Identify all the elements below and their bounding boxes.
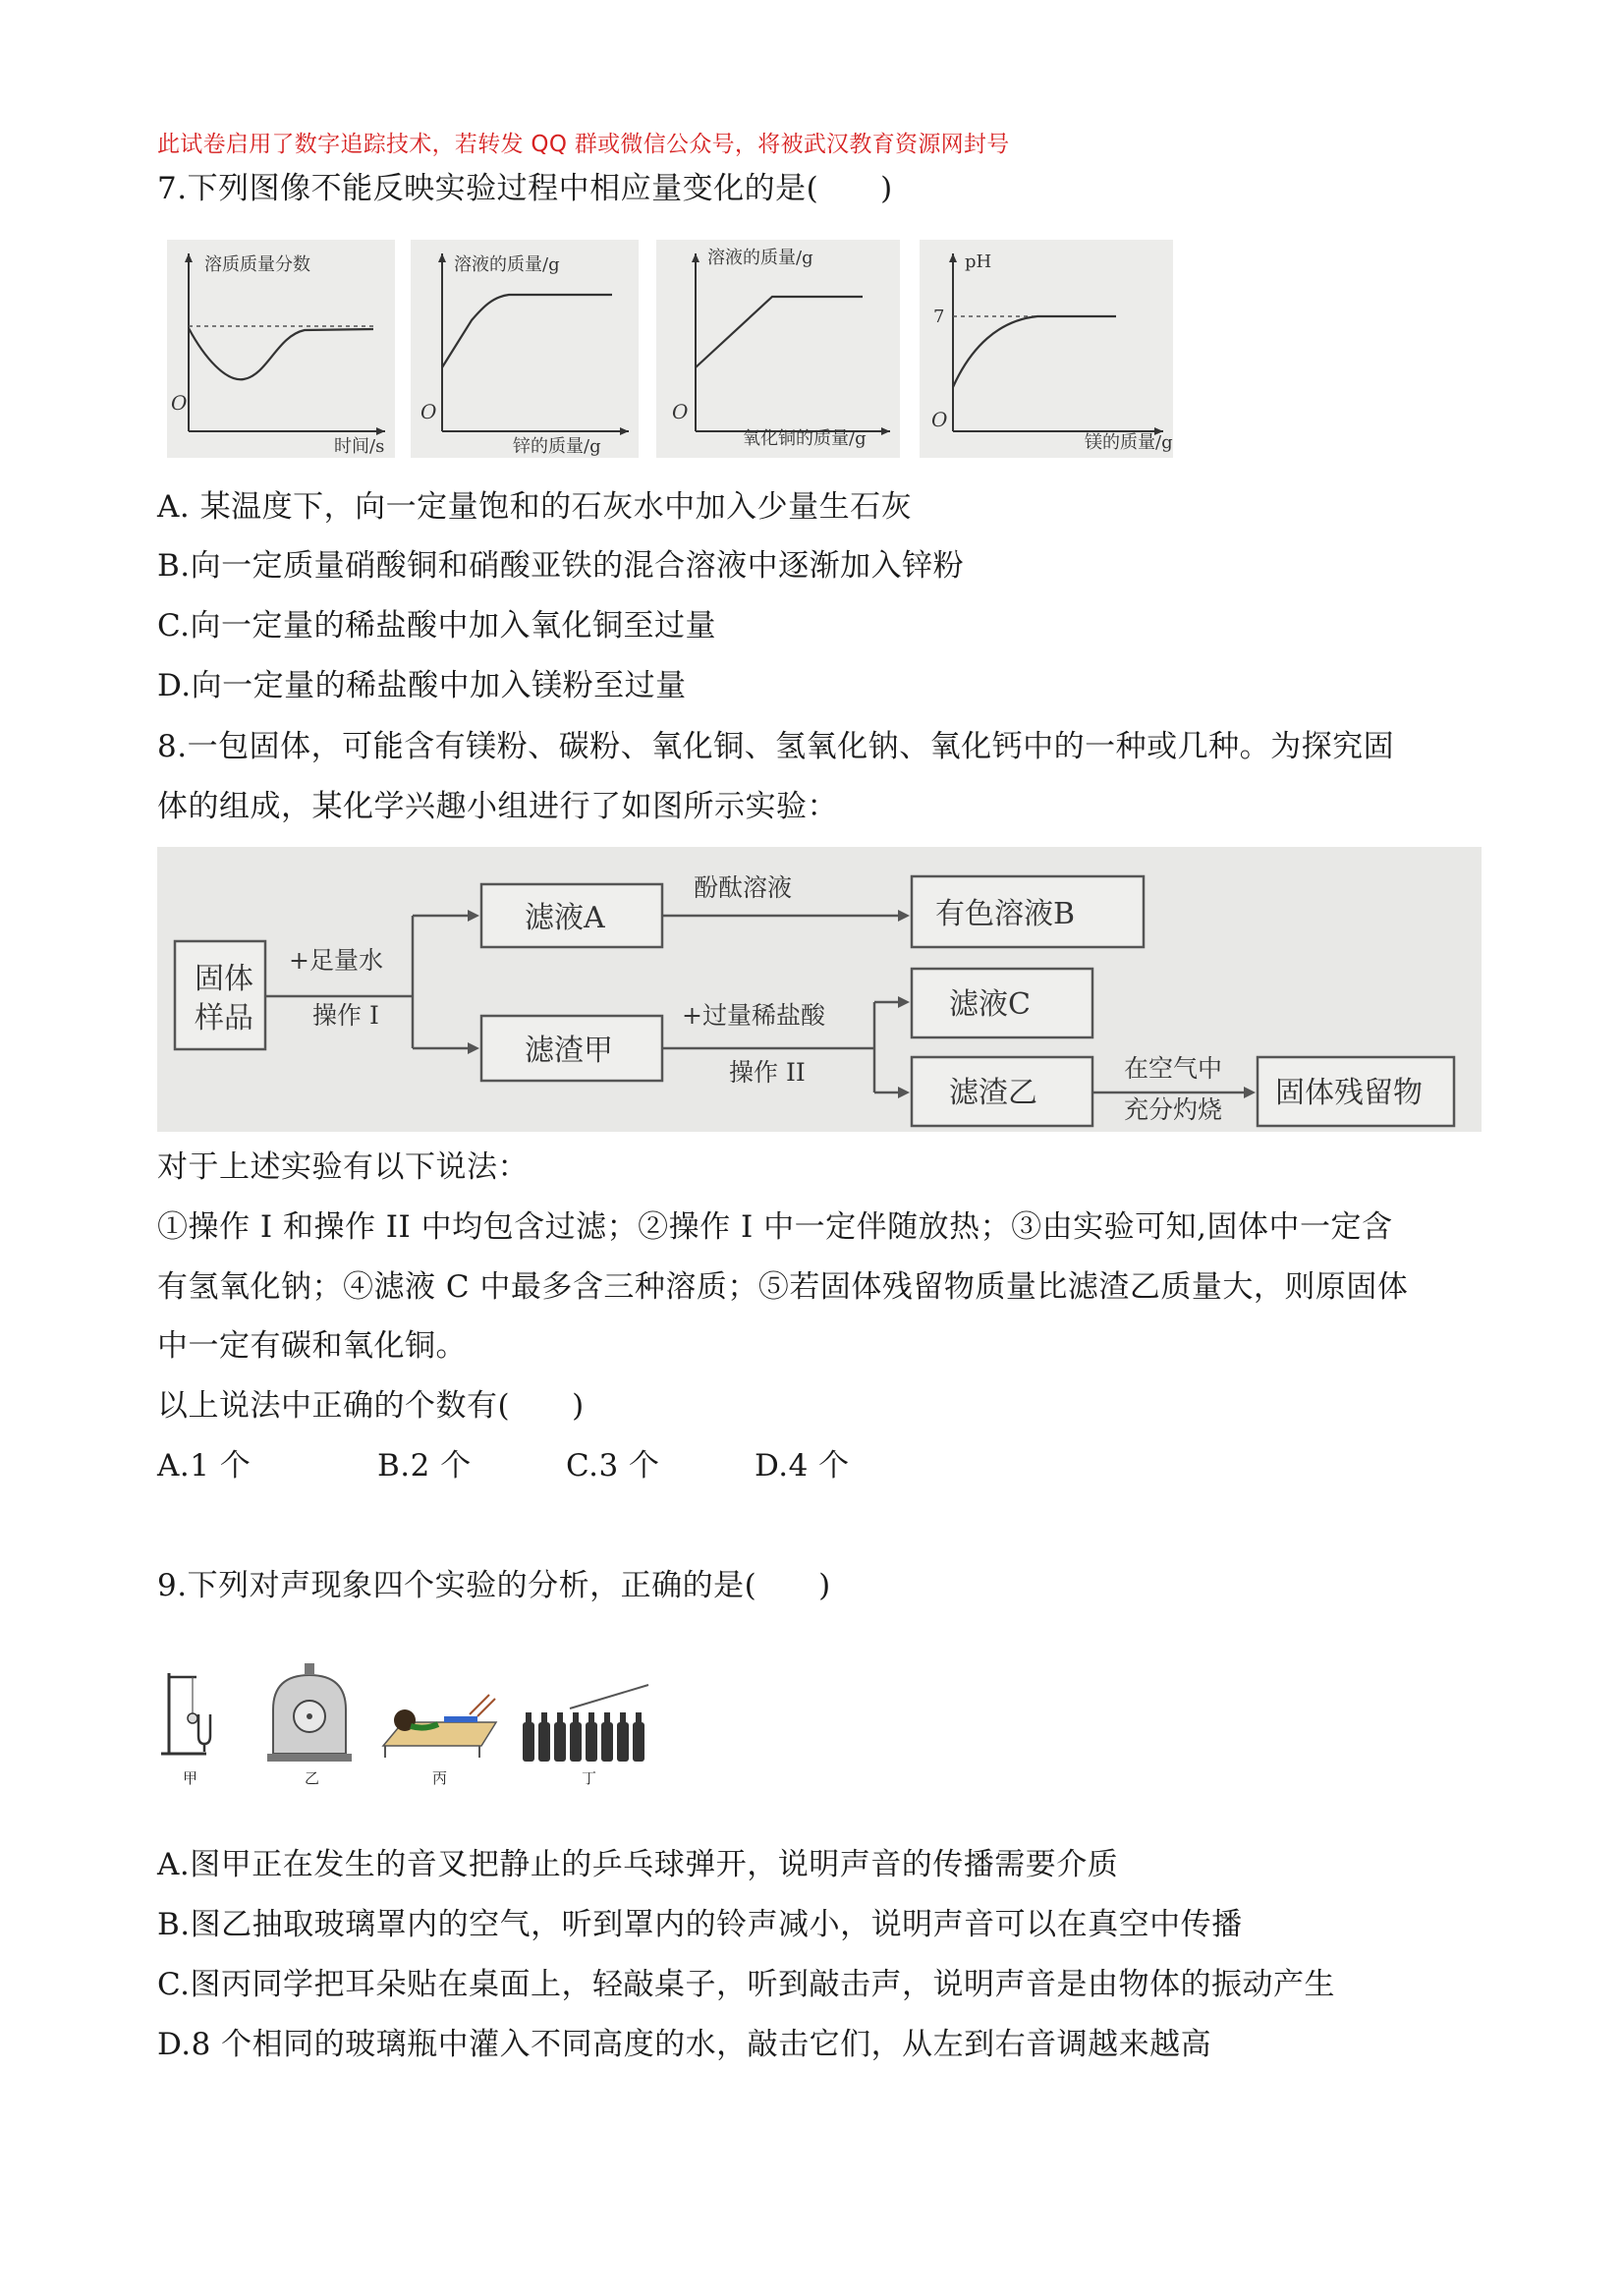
figure-ding-bottles [523,1685,648,1762]
flow-colored-b: 有色溶液B [935,897,1076,931]
flow-residue-jia: 滤渣甲 [525,1034,613,1068]
q8-option-b: B.2 个 [377,1448,472,1484]
flow-step1-bottom: 操作 I [312,1001,379,1030]
q7-graph-2-ylabel: 溶液的质量/g [454,254,560,275]
figure-label-ding: 丁 [582,1769,597,1787]
q7-option-b: B.向一定质量硝酸铜和硝酸亚铁的混合溶液中逐渐加入锌粉 [157,548,965,584]
q7-graph-1 [167,240,395,458]
q7-graph-4-ylabel: pH [965,252,992,272]
q7-graph-4-origin: O [931,408,948,431]
flow-solid-residue: 固体残留物 [1275,1076,1423,1110]
q8-stem-line2: 体的组成，某化学兴趣小组进行了如图所示实验： [157,789,838,824]
q7-graph-2-xlabel: 锌的质量/g [513,436,601,457]
tracking-notice: 此试卷启用了数字追踪技术，若转发 QQ 群或微信公众号，将被武汉教育资源网封号 [157,132,1010,157]
q7-graph-4-xlabel: 镁的质量/g [1085,432,1173,453]
figure-yi-bell-jar [267,1663,352,1762]
q9-option-d: D.8 个相同的玻璃瓶中灌入不同高度的水，敲击它们，从左到右音调越来越高 [157,2027,1212,2062]
q7-graph-3 [656,240,900,458]
q8-flowchart [157,847,1482,1132]
flow-step1-top: +足量水 [289,946,383,975]
flow-step2-bottom: 操作 II [729,1058,806,1087]
q8-option-d: D.4 个 [755,1448,850,1484]
q7-graph-3-origin: O [672,400,689,423]
flow-residue-yi: 滤渣乙 [949,1076,1037,1110]
figure-bing-desk [383,1695,496,1758]
q8-option-c: C.3 个 [566,1448,660,1484]
q7-option-c: C.向一定量的稀盐酸中加入氧化铜至过量 [157,608,716,644]
q8-option-a: A.1 个 [157,1448,252,1484]
q9-option-c: C.图丙同学把耳朵贴在桌面上，轻敲桌子，听到敲击声，说明声音是由物体的振动产生 [157,1967,1335,2002]
q7-graph-3-xlabel: 氧化铜的质量/g [743,428,867,449]
flow-filtrate-a: 滤液A [525,901,605,935]
q8-statements-line2: 有氢氧化钠；④滤液 C 中最多含三种溶质；⑤若固体残留物质量比滤渣乙质量大，则原固体 [157,1269,1409,1305]
flow-step2-top: +过量稀盐酸 [682,1001,825,1030]
q7-stem: 7.下列图像不能反映实验过程中相应量变化的是( ) [157,171,893,206]
q7-graph-2 [411,240,639,458]
q7-graph-3-ylabel: 溶液的质量/g [707,248,813,268]
q7-graph-1-xlabel: 时间/s [334,436,385,457]
flow-burn-bottom: 充分灼烧 [1124,1095,1223,1124]
q7-option-d: D.向一定量的稀盐酸中加入镁粉至过量 [157,668,687,703]
q7-graph-2-origin: O [420,400,437,423]
flow-filtrate-c: 滤液C [949,987,1031,1022]
flow-arrow-a-label: 酚酞溶液 [694,873,793,902]
figure-jia-tuning-fork [161,1673,210,1754]
figure-label-yi: 乙 [305,1769,320,1787]
q8-statements-intro: 对于上述实验有以下说法： [157,1149,529,1185]
q8-statements-line1: ①操作 I 和操作 II 中均包含过滤；②操作 I 中一定伴随放热；③由实验可知,固体中一定含 [157,1209,1393,1245]
q7-option-a: A. 某温度下，向一定量饱和的石灰水中加入少量生石灰 [157,489,913,525]
flow-burn-top: 在空气中 [1124,1054,1223,1083]
q8-statements-line3: 中一定有碳和氧化铜。 [157,1328,467,1364]
q7-graph-1-origin: O [171,391,188,415]
q8-question: 以上说法中正确的个数有( ) [157,1388,585,1424]
q9-option-a: A.图甲正在发生的音叉把静止的乒乓球弹开，说明声音的传播需要介质 [157,1847,1119,1882]
q7-graph-4-mark-7: 7 [933,307,945,327]
q7-graph-4 [920,240,1173,458]
flow-sample-line2: 样品 [195,1001,253,1036]
flow-sample-line1: 固体 [195,962,253,996]
q7-graph-1-ylabel: 溶质质量分数 [204,254,310,275]
figure-label-jia: 甲 [183,1769,198,1787]
q9-stem: 9.下列对声现象四个实验的分析，正确的是( ) [157,1568,831,1603]
q9-option-b: B.图乙抽取玻璃罩内的空气，听到罩内的铃声减小，说明声音可以在真空中传播 [157,1907,1243,1942]
q9-figures [157,1655,668,1798]
q8-stem-line1: 8.一包固体，可能含有镁粉、碳粉、氧化铜、氢氧化钠、氧化钙中的一种或几种。为探究固 [157,729,1395,764]
figure-label-bing: 丙 [432,1769,448,1787]
